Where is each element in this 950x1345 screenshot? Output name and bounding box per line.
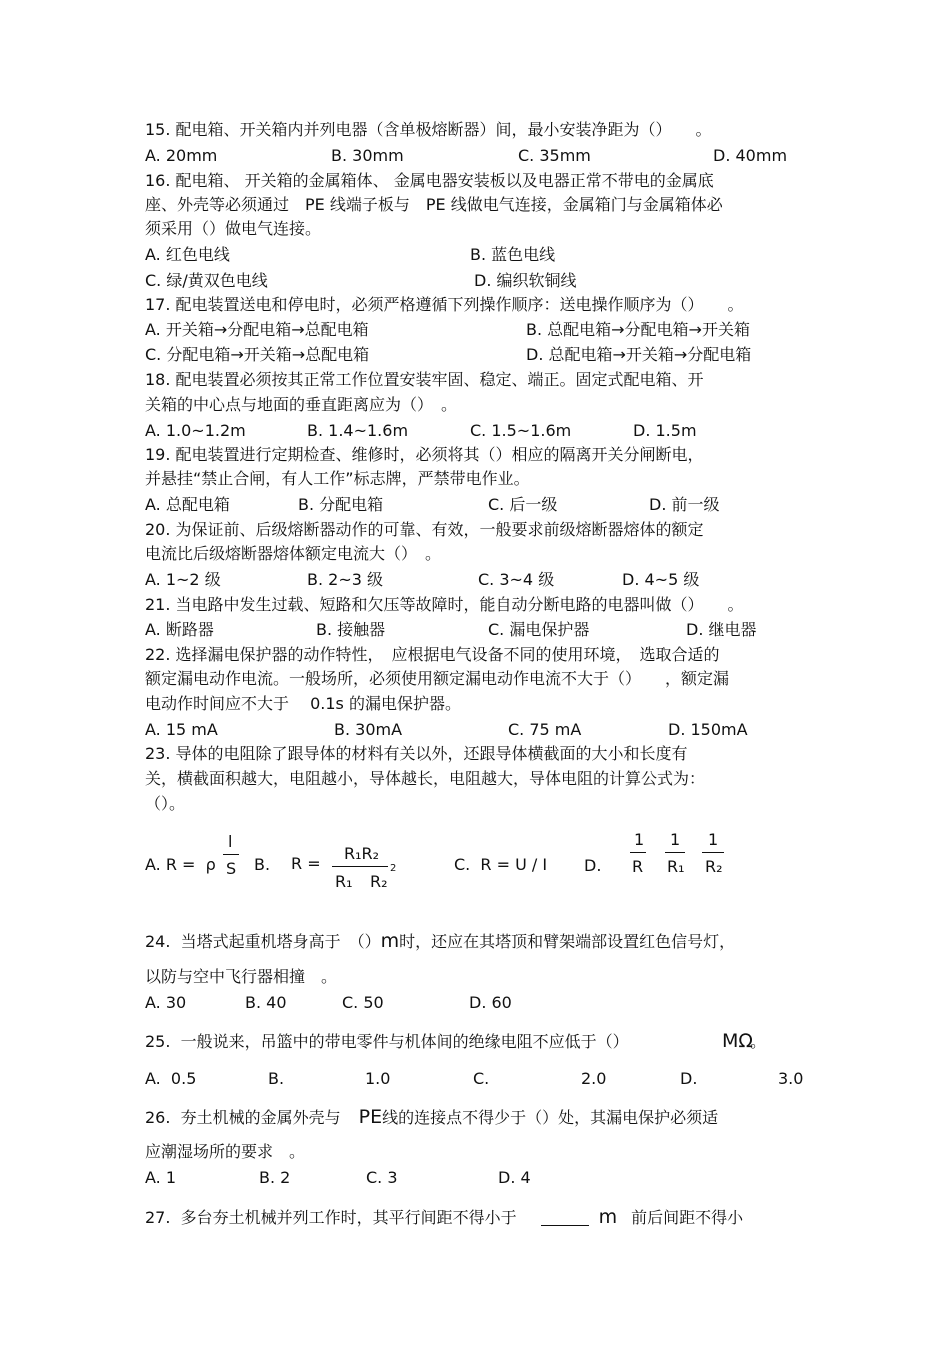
question-18-line-2: 关箱的中心点与地面的垂直距离应为（） 。	[145, 395, 458, 414]
formula-a-denominator: S	[226, 859, 237, 878]
option-15-c: C. 35mm	[518, 146, 591, 165]
question-26-line-1	[145, 1107, 718, 1128]
option-19-a: A. 总配电箱	[145, 495, 230, 514]
option-17-a: A. 开关箱→分配电箱→总配电箱	[145, 320, 369, 339]
formula-d-numerator-1: 1	[634, 830, 645, 849]
question-27-text-a: 27. 多台夯土机械并列工作时，其平行间距不得小于	[145, 1208, 517, 1227]
option-21-d: D. 继电器	[686, 620, 757, 639]
question-18-line-1: 18. 配电装置必须按其正常工作位置安装牢固、稳定、端正。固定式配电箱、开	[145, 370, 704, 389]
question-24-line-1	[145, 931, 735, 952]
question-24-unit: m	[380, 930, 400, 952]
option-22-b: B. 30mA	[334, 720, 403, 739]
formula-b-exponent: 2	[390, 863, 397, 874]
option-18-c: C. 1.5~1.6m	[470, 421, 572, 440]
option-17-b: B. 总配电箱→分配电箱→开关箱	[526, 320, 750, 339]
option-15-a: A. 20mm	[145, 146, 218, 165]
formula-a-numerator: l	[228, 832, 233, 851]
question-19-line-2: 并悬挂“禁止合闸，有人工作”标志牌，严禁带电作业。	[145, 469, 530, 488]
formula-d-denominator-3: R₂	[705, 857, 723, 876]
question-26-text-a: 26. 夯土机械的金属外壳与	[145, 1108, 341, 1127]
question-16-line-1: 16. 配电箱、 开关箱的金属箱体、 金属电器安装板以及电器正常不带电的金属底	[145, 171, 714, 190]
question-24-line-2: 以防与空中飞行器相撞 。	[145, 967, 338, 986]
question-22-line-1: 22. 选择漏电保护器的动作特性， 应根据电气设备不同的使用环境， 选取合适的	[145, 645, 720, 664]
option-18-d: D. 1.5m	[633, 421, 697, 440]
option-17-c: C. 分配电箱→开关箱→总配电箱	[145, 345, 370, 364]
option-15-d: D. 40mm	[713, 146, 788, 165]
option-25-d-value: 3.0	[778, 1069, 804, 1088]
option-24-a: A. 30	[145, 993, 187, 1012]
option-16-a: A. 红色电线	[145, 245, 230, 264]
question-23-line-2: 关，横截面积越大，电阻越小，导体越长，电阻越大，导体电阻的计算公式为：	[145, 769, 706, 788]
option-25-b-value: 1.0	[365, 1069, 391, 1088]
question-26-line-2: 应潮湿场所的要求 。	[145, 1142, 306, 1161]
question-16-line-3: 须采用（）做电气连接。	[145, 219, 322, 238]
option-26-c: C. 3	[366, 1168, 398, 1187]
option-20-b: B. 2~3 级	[307, 570, 384, 589]
formula-d-numerator-2: 1	[670, 830, 681, 849]
formula-a-label: A. R = ρ	[145, 855, 216, 874]
option-21-a: A. 断路器	[145, 620, 214, 639]
formula-d-fraction-bar-1	[630, 852, 646, 853]
formula-c: C. R = U / I	[454, 855, 548, 874]
question-19-line-1: 19. 配电装置进行定期检查、维修时，必须将其（）相应的隔离开关分闸断电，	[145, 445, 704, 464]
formula-d-denominator-1: R	[632, 857, 644, 876]
formula-b-lhs: R =	[291, 854, 321, 873]
option-25-d-label: D.	[680, 1069, 698, 1088]
option-19-d: D. 前一级	[649, 495, 720, 514]
formula-a-fraction-bar	[223, 854, 239, 855]
question-26-text-b: 线的连接点不得少于（）处，其漏电保护必须适	[382, 1108, 719, 1127]
formula-d-fraction-bar-2	[665, 852, 685, 853]
formula-b-denominator-1: R₁	[335, 872, 353, 891]
option-17-d: D. 总配电箱→开关箱→分配电箱	[526, 345, 752, 364]
question-27-unit: m	[598, 1206, 618, 1228]
option-25-c-value: 2.0	[581, 1069, 607, 1088]
option-25-b-label: B.	[268, 1069, 285, 1088]
option-22-c: C. 75 mA	[508, 720, 582, 739]
question-24-text-b: 时，还应在其塔顶和臂架端部设置红色信号灯，	[399, 932, 736, 951]
option-18-b: B. 1.4~1.6m	[307, 421, 409, 440]
question-22-line-3: 电动作时间应不大于 0.1s 的漏电保护器。	[145, 694, 461, 713]
option-25-c-label: C.	[473, 1069, 490, 1088]
option-20-c: C. 3~4 级	[478, 570, 555, 589]
formula-d-numerator-3: 1	[708, 830, 719, 849]
question-23-line-1: 23. 导体的电阻除了跟导体的材料有关以外，还跟导体横截面的大小和长度有	[145, 744, 688, 763]
option-22-d: D. 150mA	[668, 720, 748, 739]
option-24-b: B. 40	[245, 993, 287, 1012]
option-26-a: A. 1	[145, 1168, 177, 1187]
question-25-tail: 。	[750, 1032, 767, 1051]
option-25-a: A. 0.5	[145, 1069, 197, 1088]
question-26-pe: PE	[358, 1106, 383, 1128]
formula-b-fraction-bar	[332, 866, 388, 867]
option-21-c: C. 漏电保护器	[488, 620, 590, 639]
formula-b-numerator: R₁R₂	[344, 844, 380, 863]
option-24-d: D. 60	[469, 993, 512, 1012]
option-16-c: C. 绿/黄双色电线	[145, 271, 268, 290]
question-21: 21. 当电路中发生过载、短路和欠压等故障时，能自动分断电路的电器叫做（） 。	[145, 595, 744, 614]
question-23-line-3: （）。	[145, 794, 186, 813]
option-22-a: A. 15 mA	[145, 720, 218, 739]
option-26-b: B. 2	[259, 1168, 291, 1187]
question-16-line-2: 座、外壳等必须通过 PE 线端子板与 PE 线做电气连接，金属箱门与金属箱体必	[145, 195, 723, 214]
formula-d-label: D.	[584, 856, 602, 875]
question-24-text-a: 24. 当塔式起重机塔身高于 （）	[145, 932, 381, 951]
question-20-line-1: 20. 为保证前、后级熔断器动作的可靠、有效，一般要求前级熔断器熔体的额定	[145, 520, 704, 539]
option-15-b: B. 30mm	[331, 146, 404, 165]
question-25-unit: MΩ	[722, 1030, 753, 1052]
question-17: 17. 配电装置送电和停电时，必须严格遵循下列操作顺序：送电操作顺序为（） 。	[145, 295, 744, 314]
formula-b-denominator-2: R₂	[370, 872, 388, 891]
question-25-text: 25. 一般说来，吊篮中的带电零件与机体间的绝缘电阻不应低于（）	[145, 1032, 629, 1051]
formula-d-denominator-2: R₁	[667, 857, 685, 876]
question-15: 15. 配电箱、开关箱内并列电器（含单极熔断器）间，最小安装净距为（） 。	[145, 120, 712, 139]
question-20-line-2: 电流比后级熔断器熔体额定电流大（） 。	[145, 544, 442, 563]
option-19-c: C. 后一级	[488, 495, 558, 514]
option-20-a: A. 1~2 级	[145, 570, 221, 589]
option-26-d: D. 4	[498, 1168, 531, 1187]
question-27-line-1	[145, 1207, 743, 1228]
question-27-text-b: 前后间距不得小	[631, 1208, 744, 1227]
question-22-line-2: 额定漏电动作电流。一般场所，必须使用额定漏电动作电流不大于（） ，额定漏	[145, 669, 730, 688]
option-19-b: B. 分配电箱	[298, 495, 384, 514]
formula-b-label: B.	[254, 855, 271, 874]
option-24-c: C. 50	[342, 993, 384, 1012]
option-21-b: B. 接触器	[316, 620, 386, 639]
answer-blank	[541, 1209, 589, 1226]
option-18-a: A. 1.0~1.2m	[145, 421, 246, 440]
formula-d-fraction-bar-3	[702, 852, 724, 853]
option-20-d: D. 4~5 级	[622, 570, 700, 589]
option-16-d: D. 编织软铜线	[474, 271, 577, 290]
option-16-b: B. 蓝色电线	[470, 245, 556, 264]
